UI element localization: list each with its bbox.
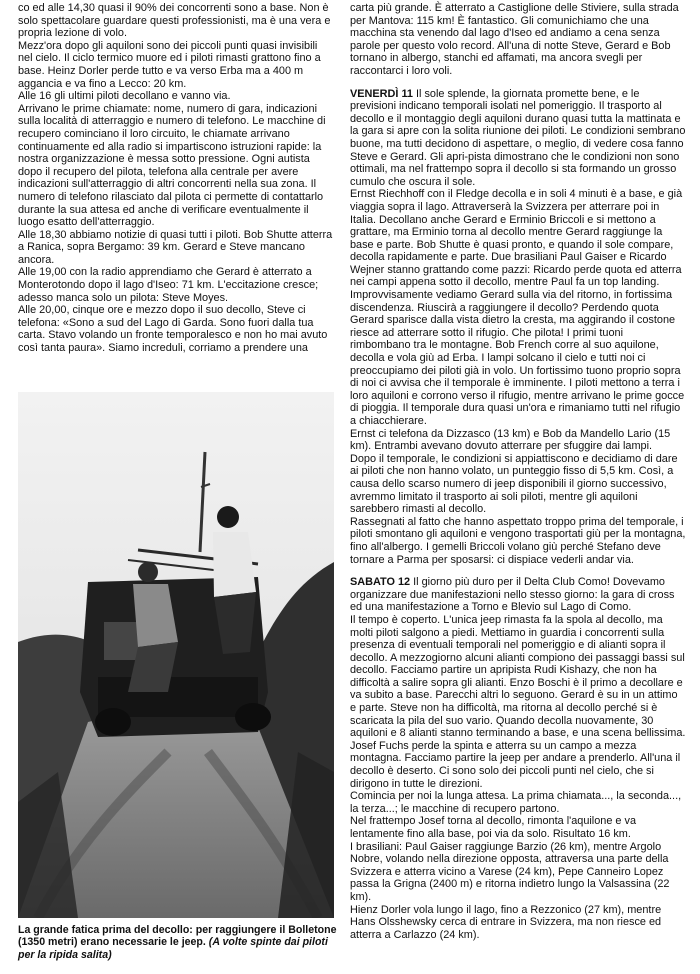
article-paragraph: Nel frattempo Josef torna al decollo, rimonta l'aquilone e va lentamente fino alla base, poi via da solo. Risultato 16 km. <box>350 815 636 840</box>
article-paragraph: I brasiliani: Paul Gaiser raggiunge Barzio (26 km), mentre Argolo Nobre, volando nella direzione opposta, attraversa una parte della Svizzera e atterra vicino a Varese (24 km), Pepe Canneiro Lopez passa la Grigna (2400 m) e ritorna indietro lungo la Valsassina (22 km). <box>350 840 670 903</box>
article-paragraph: Dopo il temporale, le condizioni si appiattiscono e decidiamo di dare ai piloti che non hanno volato, un punteggio fisso di 5,5 km. Così, a causa dello scarso numero di jeep disponibili il giorno successivo, avremmo limitato il trasporto ai soli piloti, mentre gli aquiloni sarebbero rimasti al decollo. <box>350 452 678 516</box>
article-paragraph: Ernst ci telefona da Dizzasco (13 km) e Bob da Mandello Lario (15 km). Entrambi avevano dovuto atterrare per sfuggire dai lampi. <box>350 427 671 453</box>
jeep-photo-illustration <box>18 392 334 918</box>
right-column <box>350 2 686 941</box>
article-paragraph: Il sole splende, la giornata promette bene, e le previsioni indicano temporali isolati nel pomeriggio. Il trasporto al decollo e il montaggio degli aquiloni durano quasi tutta la mattinata e la gara si apre con la solita riunione dei piloti. Le condizioni sembrano buone, ma tutti decidono di aspettare, o meglio, di vedere cosa fanno Steve e Gerard. Gli apri-pista dimostrano che le condizioni non sono ottimali, ma nel frattempo sopra il decollo si sta formando un grosso cumulo che oscura il sole. <box>350 87 686 188</box>
article-paragraph: Alle 20,00, cinque ore e mezzo dopo il suo decollo, Steve ci telefona: «Sono a sud del Lago di Garda. Sono fuori dalla tua carta. Stavo volando un fronte temporalesco e non ho mai avuto così tanta paura». Siamo increduli, corriamo a prendere una <box>18 304 328 355</box>
article-paragraph: Josef Fuchs perde la spinta e atterra su un campo a mezza montagna. Facciamo partire la jeep per andare a prenderlo. All'una il decollo è deserto. Ci sono solo dei piccoli punti nel cielo, che si dirigono in tutte le direzioni. <box>350 739 681 790</box>
photo-caption <box>18 924 340 961</box>
jeep-photo <box>18 392 334 918</box>
article-paragraph: Improvvisamente vediamo Gerard sulla via del ritorno, in fortissima discendenza. Riuscirà a raggiungere il decollo? Perdendo quota Gerard sparisce dalla vista dietro la cresta, ma aggirando il costone riesce ad atterrare sotto il rifugio. Che pilota! I primi tuoni rimbombano tra le montagne. Bob French corre al suo aquilone, decolla e vola giù ad Erba. I lampi solcano il cielo e tutti noi ci preoccupiamo dei piloti già in volo. Un fortissimo tuono proprio sopra di noi ci avvisa che il temporale è imminente. I piloti mettono a terra i loro aquiloni e corrono verso il rifugio, mentre arrivano le prime gocce di pioggia. Il temporale dura quasi un'ora e rimaniamo tutti nel rifugio a chiacchierare. <box>350 289 685 427</box>
saturday-section <box>350 576 686 614</box>
article-paragraph: Alle 16 gli ultimi piloti decollano e vanno via. <box>18 90 231 103</box>
article-paragraph: Arrivano le prime chiamate: nome, numero di gara, indicazioni sulla località di atterraggio e numero di telefono. Le macchine di recupero cominciano il loro circuito, le chiamate arrivano continuamente ed alla radio si impartiscono istruzioni rapide: la nostra organizzazione è messa sotto pressione. Ogni autista dopo il recupero del pilota, telefona alla centrale per avere indicazioni sull'atterraggio di altri concorrenti nella sua zona. Il numero di telefono rilasciato dal pilota ci permette di contattarlo durante la sua attesa ed anche di verificare eventualmente il luogo esatto dell'atterraggio. <box>18 102 326 229</box>
article-paragraph: Ernst Riechhoff con il Fledge decolla e in soli 4 minuti è a base, e già viaggia sopra il lago. Attraverserà la Svizzera per atterrare poi in Italia. Decollano anche Gerard e Erminio Briccoli e si mettono a grattare, ma Erminio torna al decollo mentre Gerard raggiunge la base e parte. Bob Shutte è quasi pronto, e quando il sole compare, decolla rapidamente e parte. Due brasiliani Paul Gaiser e Ricardo Wejner stanno grattando come pazzi: Ricardo perde quota ed atterra nei campi appena sotto il decollo, mentre Paul fa un top landing. <box>350 188 683 289</box>
article-paragraph: Alle 19,00 con la radio apprendiamo che Gerard è atterrato a Monterotondo dopo il lago d'Iseo: 71 km. L'eccitazione cresce; adesso manca solo un pilota: Steve Moyes. <box>18 266 319 304</box>
article-paragraph: Alle 18,30 abbiamo notizie di quasi tutti i piloti. Bob Shutte atterra a Ranica, sopra Bergamo: 39 km. Gerard e Steve mancano ancora. <box>18 228 333 266</box>
article-paragraph: co ed alle 14,30 quasi il 90% dei concorrenti sono a base. Non è solo spettacolare guardare questi professionisti, ma è una vera e propria lezione di volo. <box>18 2 331 40</box>
day-heading-saturday: SABATO 12 <box>350 576 414 589</box>
left-column <box>18 2 334 355</box>
day-heading-friday: VENERDÌ 11 <box>350 87 416 100</box>
photo-caption-main: La grande fatica prima del decollo: per raggiungere il Bolletone (1350 metri) erano necessarie le jeep. <box>18 924 337 949</box>
article-paragraph: carta più grande. È atterrato a Castiglione delle Stiviere, sulla strada per Mantova: 115 km! È fantastico. Gli comunichiamo che una macchina sta venendo dal lago d'Iseo ed andiamo a cena senza parole per questo volo record. All'una di notte Steve, Gerard e Bob tornano in albergo, stanchi ed affamati, ma ancora svegli per raccontarci i loro voli. <box>350 2 679 77</box>
friday-section <box>350 88 686 189</box>
article-paragraph: Rassegnati al fatto che hanno aspettato troppo prima del temporale, i piloti smontano gli aquiloni e vengono trasportati giù per la montagna, fino all'albergo. I gemelli Briccoli volano giù perché Stefano deve tornare a Parma per sposarsi: ci dispiace vederli andar via. <box>350 515 686 566</box>
article-paragraph: Il tempo è coperto. L'unica jeep rimasta fa la spola al decollo, ma molti piloti salgono a piedi. Mettiamo in guardia i concorrenti sulla presenza di eventuali temporali nel pomeriggio e di alianti sopra il decollo. A mezzogiorno alcuni alianti compiono dei passaggi bassi sul decollo. Facciamo partire un apripista Rudi Kishazy, che non ha difficoltà a salire sopra gli alianti. Enzo Boschi è il primo a decollare e va subito a base. Parecchi altri lo seguono. Gerard è su in un attimo e parte. Steve non ha difficoltà, ma ritorna al decollo perché si è scaricata la pila del suo vario. Quando decolla nuovamente, 30 aquiloni e 8 alianti stanno terminando a base, e una scena bellissima. <box>350 613 686 740</box>
article-paragraph: Hienz Dorler vola lungo il lago, fino a Rezzonico (27 km), mentre Hans Olsshewsky cerca di entrare in Svizzera, ma non riesce ed atterra a Carlazzo (24 km). <box>350 903 662 941</box>
article-paragraph: Mezz'ora dopo gli aquiloni sono dei piccoli punti quasi invisibili nel cielo. Il ciclo termico muore ed i piloti rimasti grattono fino a base. Heinz Dorler perde tutto e va verso Erba ma a 400 m aggancia e va fino a Lecco: 20 km. <box>18 39 321 90</box>
article-paragraph: Comincia per noi la lunga attesa. La prima chiamata..., la seconda..., la terza...; le macchine di recupero partono. <box>350 790 682 815</box>
article-paragraph: Il giorno più duro per il Delta Club Como! Dovevamo organizzare due manifestazioni nello stesso giorno: la gara di cross ed una manifestazione a Torno e Blevio sul Lago di Como. <box>350 576 675 614</box>
photo-caption-aside: (A volte spinte dai piloti per la ripida salita) <box>18 936 328 961</box>
